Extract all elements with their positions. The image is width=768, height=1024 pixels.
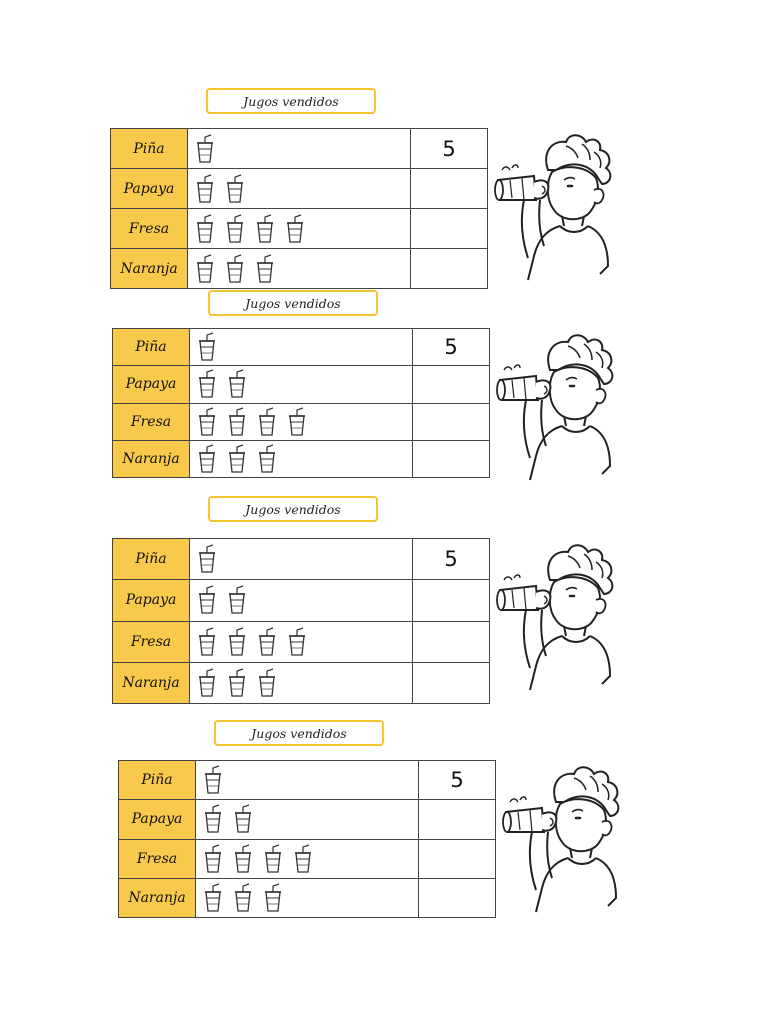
cups-cell: [196, 761, 419, 800]
boy-drinking-illustration: [492, 330, 622, 494]
count-cell[interactable]: 5: [413, 539, 490, 580]
juice-cup-icon: [256, 627, 278, 657]
cups-cell: [196, 800, 419, 839]
cups-cell: [190, 403, 413, 440]
juice-cup-icon: [196, 407, 218, 437]
juice-cup-icon: [194, 254, 216, 284]
juice-cup-icon: [196, 444, 218, 474]
count-cell[interactable]: [413, 440, 490, 477]
row-label-papaya: Papaya: [111, 169, 188, 209]
pictograph-table: [110, 128, 488, 289]
juice-cup-icon: [226, 668, 248, 698]
juice-cup-icon: [292, 844, 314, 874]
juice-cup-icon: [284, 214, 306, 244]
juice-cup-icon: [226, 407, 248, 437]
cups-cell: [190, 539, 413, 580]
juice-cup-icon: [226, 627, 248, 657]
row-label-papaya: Papaya: [119, 800, 196, 839]
count-cell[interactable]: [413, 366, 490, 403]
juice-cup-icon: [196, 544, 218, 574]
count-cell[interactable]: [413, 621, 490, 662]
juice-cup-icon: [256, 444, 278, 474]
juice-cup-icon: [194, 134, 216, 164]
cups-cell: [196, 878, 419, 917]
juice-cup-icon: [262, 844, 284, 874]
juice-block-4: [0, 718, 768, 928]
count-cell[interactable]: [411, 249, 488, 289]
juice-cup-icon: [196, 369, 218, 399]
count-cell[interactable]: 5: [413, 329, 490, 366]
row-label-pina: Piña: [119, 761, 196, 800]
row-label-pina: Piña: [113, 329, 190, 366]
juice-cup-icon: [286, 407, 308, 437]
juice-cup-icon: [202, 804, 224, 834]
row-label-papaya: Papaya: [113, 366, 190, 403]
block-title: Jugos vendidos: [214, 720, 384, 746]
count-cell[interactable]: [411, 209, 488, 249]
juice-cup-icon: [254, 254, 276, 284]
juice-cup-icon: [232, 883, 254, 913]
row-label-papaya: Papaya: [113, 580, 190, 621]
count-cell[interactable]: [419, 800, 496, 839]
pictograph-table: [112, 328, 490, 478]
row-label-naranja: Naranja: [111, 249, 188, 289]
pictograph-table: [112, 538, 490, 704]
boy-drinking-illustration: [490, 130, 620, 294]
row-label-pina: Piña: [111, 129, 188, 169]
juice-cup-icon: [226, 369, 248, 399]
cups-cell: [196, 839, 419, 878]
juice-cup-icon: [256, 407, 278, 437]
juice-cup-icon: [226, 585, 248, 615]
juice-cup-icon: [196, 585, 218, 615]
row-label-fresa: Fresa: [111, 209, 188, 249]
row-label-fresa: Fresa: [113, 621, 190, 662]
juice-cup-icon: [202, 844, 224, 874]
count-cell[interactable]: [413, 662, 490, 703]
cups-cell: [190, 580, 413, 621]
row-label-fresa: Fresa: [113, 403, 190, 440]
juice-cup-icon: [286, 627, 308, 657]
count-cell[interactable]: [413, 403, 490, 440]
cups-cell: [188, 209, 411, 249]
boy-drinking-illustration: [498, 762, 628, 926]
cups-cell: [190, 621, 413, 662]
juice-cup-icon: [202, 883, 224, 913]
juice-cup-icon: [224, 214, 246, 244]
juice-cup-icon: [194, 174, 216, 204]
count-cell[interactable]: 5: [419, 761, 496, 800]
juice-block-3: [0, 494, 768, 704]
juice-cup-icon: [254, 214, 276, 244]
cups-cell: [190, 440, 413, 477]
block-title: Jugos vendidos: [208, 290, 378, 316]
cups-cell: [188, 169, 411, 209]
count-cell[interactable]: [413, 580, 490, 621]
count-cell[interactable]: [419, 839, 496, 878]
row-label-naranja: Naranja: [119, 878, 196, 917]
juice-cup-icon: [232, 804, 254, 834]
pictograph-table: [118, 760, 496, 918]
juice-cup-icon: [202, 765, 224, 795]
juice-cup-icon: [196, 627, 218, 657]
row-label-fresa: Fresa: [119, 839, 196, 878]
juice-cup-icon: [194, 214, 216, 244]
block-title: Jugos vendidos: [206, 88, 376, 114]
juice-cup-icon: [262, 883, 284, 913]
count-cell[interactable]: 5: [411, 129, 488, 169]
row-label-naranja: Naranja: [113, 440, 190, 477]
juice-cup-icon: [224, 174, 246, 204]
juice-cup-icon: [196, 332, 218, 362]
count-cell[interactable]: [411, 169, 488, 209]
juice-cup-icon: [226, 444, 248, 474]
cups-cell: [190, 329, 413, 366]
row-label-pina: Piña: [113, 539, 190, 580]
juice-cup-icon: [256, 668, 278, 698]
juice-cup-icon: [224, 254, 246, 284]
cups-cell: [188, 129, 411, 169]
cups-cell: [190, 366, 413, 403]
juice-block-1: [0, 86, 768, 296]
juice-cup-icon: [232, 844, 254, 874]
juice-block-2: [0, 288, 768, 498]
row-label-naranja: Naranja: [113, 662, 190, 703]
count-cell[interactable]: [419, 878, 496, 917]
juice-cup-icon: [196, 668, 218, 698]
cups-cell: [188, 249, 411, 289]
boy-drinking-illustration: [492, 540, 622, 704]
block-title: Jugos vendidos: [208, 496, 378, 522]
cups-cell: [190, 662, 413, 703]
